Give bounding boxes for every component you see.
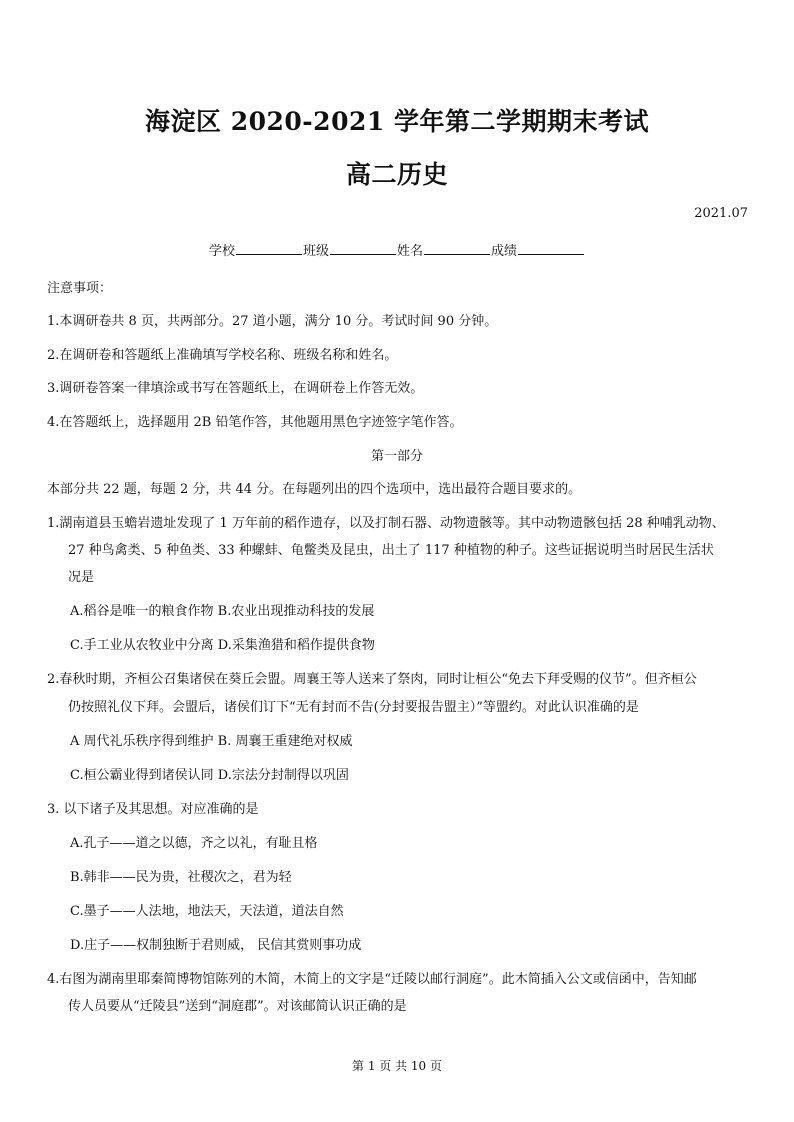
- question-3-option: C.墨子——人法地，地法天，天法道，道法自然: [70, 904, 344, 919]
- question-1-options: A.稻谷是唯一的粮食作物 B.农业出现推动科技的发展: [70, 604, 375, 619]
- question-2-options: A 周代礼乐秩序得到维护 B. 周襄王重建绝对权威: [70, 734, 353, 749]
- question-2-text: 2.春秋时期，齐桓公召集诸侯在葵丘会盟。周襄王等人送来了祭肉，同时让桓公“免去下拜受赐的仪节”。但齐桓公: [47, 672, 697, 687]
- question-1-text: 1.湖南道县玉蟾岩遗址发现了 1 万年前的稻作遗存，以及打制石器、动物遗骸等。其中动物遗骸包括 28 种哺乳动物、: [47, 516, 725, 531]
- exam-date: 2021.07: [694, 206, 748, 221]
- class-label: 班级: [302, 244, 329, 259]
- question-1-options: C.手工业从农牧业中分离 D.采集渔猎和稻作提供食物: [70, 638, 375, 653]
- question-2-options: C.桓公霸业得到诸侯认同 D.宗法分封制得以巩固: [70, 768, 349, 783]
- question-3-option: B.韩非——民为贵，社稷次之，君为轻: [70, 870, 292, 885]
- notes-heading: 注意事项：: [47, 281, 113, 296]
- school-blank[interactable]: [236, 242, 302, 255]
- exam-subject: 高二历史: [345, 160, 448, 189]
- note-item: 4.在答题纸上，选择题用 2B 铅笔作答，其他题用黑色字迹签字笔作答。: [47, 415, 463, 430]
- question-3-option: D.庄子——权制独断于君则威， 民信其赏则事功成: [70, 938, 362, 953]
- question-3-text: 3. 以下诸子及其思想。对应准确的是: [47, 802, 259, 817]
- question-4-text: 4.右图为湖南里耶秦简博物馆陈列的木简，木简上的文字是“迁陵以邮行洞庭”。此木简插入公文或信函中，告知邮: [47, 972, 697, 987]
- student-info-line: [0, 240, 794, 259]
- note-item: 1.本调研卷共 8 页，共两部分。27 道小题，满分 10 分。考试时间 90 分钟。: [47, 314, 498, 329]
- school-label: 学校: [208, 244, 235, 259]
- part-intro: 本部分共 22 题，每题 2 分，共 44 分。在每题列出的四个选项中，选出最符合题目要求的。: [47, 482, 582, 497]
- question-1-text: 27 种鸟禽类、5 种鱼类、33 种螺蚌、龟鳖类及昆虫，出土了 117 种植物的种子。这些证据说明当时居民生活状: [68, 543, 714, 558]
- score-label: 成绩: [491, 244, 518, 259]
- note-item: 3.调研卷答案一律填涂或书写在答题纸上，在调研卷上作答无效。: [47, 381, 424, 396]
- name-blank[interactable]: [424, 242, 490, 255]
- part-heading: 第一部分: [370, 449, 423, 464]
- note-item: 2.在调研卷和答题纸上准确填写学校名称、班级名称和姓名。: [47, 348, 398, 363]
- question-4-text: 传人员要从“迁陵县”送到“洞庭郡”。对该邮简认识正确的是: [68, 999, 407, 1014]
- score-blank[interactable]: [518, 242, 584, 255]
- exam-title: 海淀区 2020-2021 学年第二学期期末考试: [145, 107, 649, 136]
- question-1-text: 况是: [68, 570, 95, 585]
- page-footer: 第 1 页 共 10 页: [352, 1059, 442, 1073]
- name-label: 姓名: [397, 244, 424, 259]
- question-2-text: 仍按照礼仪下拜。会盟后，诸侯们订下“无有封而不告(分封要报告盟主）”等盟约。对此认识准确的是: [68, 700, 639, 715]
- class-blank[interactable]: [330, 242, 396, 255]
- question-3-option: A.孔子——道之以德，齐之以礼，有耻且格: [70, 836, 318, 851]
